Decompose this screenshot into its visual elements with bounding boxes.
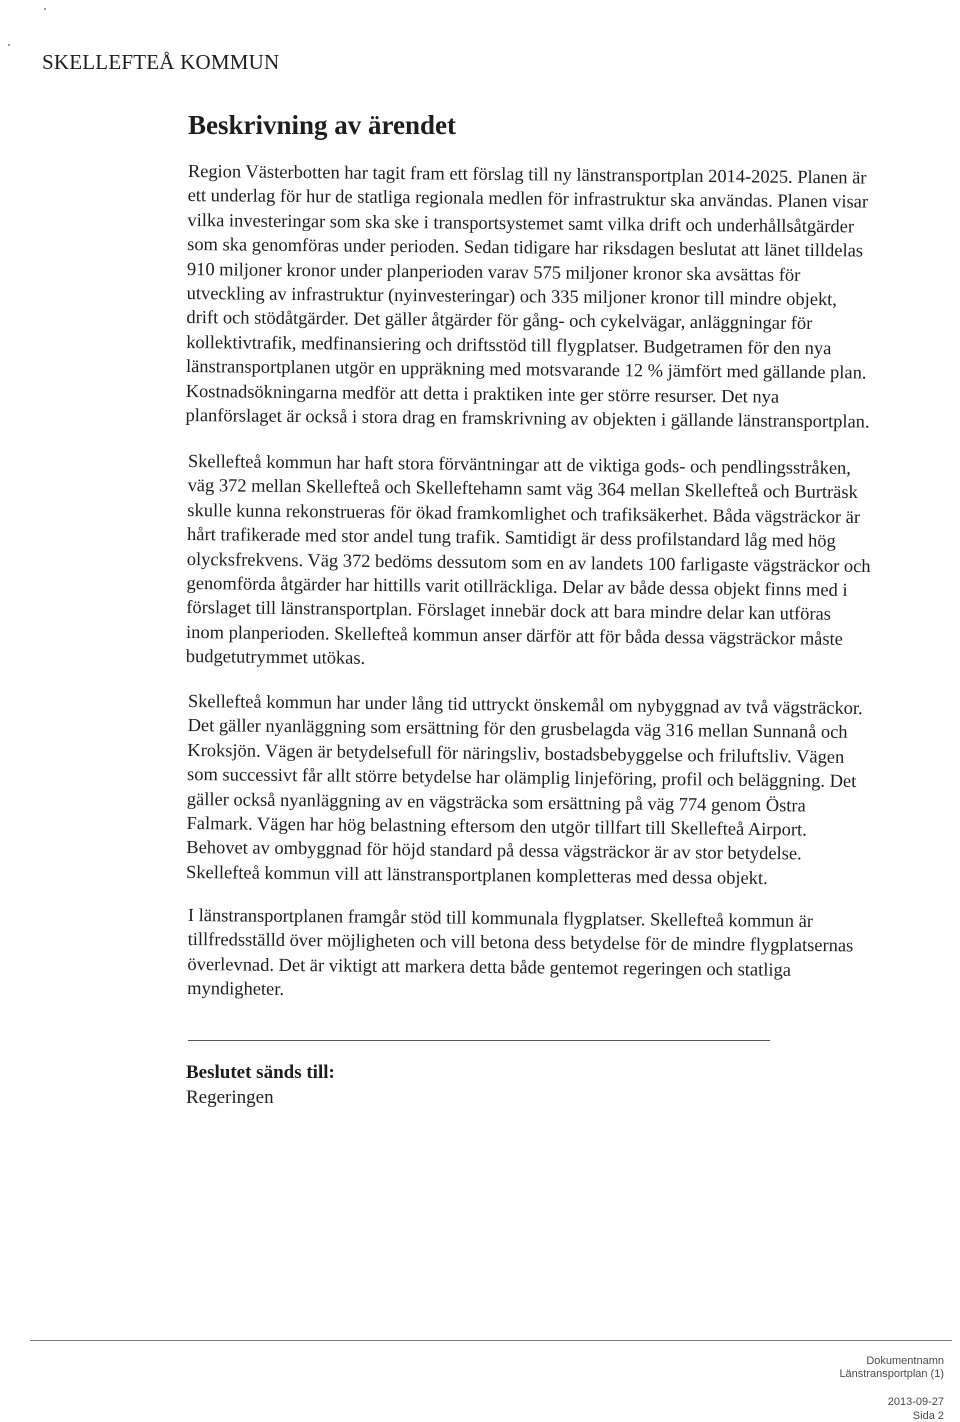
paragraph-roads-372-364 <box>186 450 958 678</box>
text-line: gäller också nyanläggning av en vägsträcka som ersättning på väg 774 genom Östra <box>186 789 806 817</box>
text-line: hårt trafikerade med stor andel tung trafik. Samtidigt är dess profilstandard låg med hög <box>187 525 836 553</box>
text-line: kollektivtrafik, medfinansiering och driftsstöd till flygplatser. Budgetramen för den nya <box>186 332 832 360</box>
text-line: tillfredsställd över möjligheten och vill betona dess betydelse för de mindre flygplatsernas <box>187 930 854 957</box>
text-line: Skellefteå kommun har haft stora förväntningar att de viktiga gods- och pendlingsstråken, <box>187 451 852 479</box>
text-line: Skellefteå kommun vill att länstransportplanen kompletteras med dessa objekt. <box>185 862 768 889</box>
footer-rule <box>30 1340 952 1341</box>
text-line: 910 miljoner kronor under planperioden varav 575 miljoner kronor ska avsättas för <box>186 259 801 286</box>
paragraph-new-roads <box>186 690 958 893</box>
text-line: vilka investeringar som ska ske i transportsystemet samt vilka drift och underhållsåtgärder <box>187 210 855 238</box>
text-line: länstransportplanen utgör en uppräkning med motsvarande 12 % jämfört med gällande plan. <box>185 357 867 384</box>
text-line: Kroksjön. Vägen är betydelsefull för näringsliv, bostadsbebyggelse och friluftsliv. Vägen <box>187 740 845 768</box>
organization-header: SKELLEFTEÅ KOMMUN <box>42 50 280 74</box>
text-line: som ska genomföras under perioden. Sedan tidigare har riksdagen beslutat att länet tilldelas <box>187 235 864 262</box>
signature-rule <box>188 1040 770 1041</box>
text-line: skulle kunna rekonstrueras för ökad framkomlighet och trafiksäkerhet. Båda vägsträckor är <box>187 500 861 528</box>
sent-to-label: Beslutet sänds till: <box>186 1062 335 1083</box>
text-line: olycksfrekvens. Väg 372 bedöms dessutom som en av landets 100 farligaste vägsträckor och <box>186 549 871 577</box>
text-line: Region Västerbotten har tagit fram ett förslag till ny länstransportplan 2014-2025. Planen är <box>187 161 867 189</box>
text-line: Skellefteå kommun har under lång tid uttryckt önskemål om nybyggnad av två vägsträckor. <box>187 691 863 720</box>
sent-to-recipient: Regeringen <box>186 1087 274 1108</box>
paragraph-budget <box>185 160 958 436</box>
text-line: väg 372 mellan Skellefteå och Skelleftehamn samt väg 364 mellan Skellefteå och Burträsk <box>187 476 858 504</box>
text-line: förslaget till länstransportplan. Förslaget innebär dock att bara mindre delar kan utföras <box>186 598 831 626</box>
paragraph-4 <box>187 904 958 1009</box>
text-line: Det gäller nyanläggning som ersättning för den grusbelagda väg 316 mellan Sunnanå och <box>187 716 848 744</box>
text-line: som successivt får allt större betydelse har olämplig linjeföring, profil och beläggning. Det <box>187 765 857 793</box>
paragraph-2 <box>186 450 958 678</box>
text-line: Behovet av ombyggnad för höjd standard på dessa vägsträckor är av stor betydelse. <box>186 838 802 865</box>
footer-doc-name: Länstransportplan (1) <box>839 1368 944 1380</box>
scan-speck <box>44 8 46 10</box>
text-line: utveckling av infrastruktur (nyinvesteringar) och 335 miljoner kronor till mindre objekt, <box>186 284 838 311</box>
text-line: drift och stödåtgärder. Det gäller åtgärder för gång- och cykelvägar, anläggningar för <box>186 308 813 335</box>
scan-speck <box>8 44 10 46</box>
text-line: planförslaget är också i stora drag en framskrivning av objekten i gällande länstransportplan. <box>185 406 870 433</box>
text-line: I länstransportplanen framgår stöd till kommunala flygplatser. Skellefteå kommun är <box>187 905 814 932</box>
text-line: budgetutrymmet utökas. <box>185 647 366 670</box>
document-title: Beskrivning av ärendet <box>188 110 457 140</box>
footer-date: 2013-09-27 <box>887 1396 944 1408</box>
paragraph-airports <box>187 904 958 1009</box>
text-line: ett underlag för hur de statliga regionala medlen för infrastruktur ska användas. Planen visar <box>187 186 869 213</box>
text-line: Kostnadsökningarna medför att detta i praktiken inte ger större resurser. Det nya <box>185 381 780 408</box>
text-line: myndigheter. <box>187 979 285 1001</box>
text-line: överlevnad. Det är viktigt att markera detta både gentemot regeringen och statliga <box>187 954 792 981</box>
text-line: inom planperioden. Skellefteå kommun anser därför att för båda dessa vägsträckor måste <box>185 622 844 650</box>
paragraph-1 <box>185 160 958 436</box>
text-line: genomförda åtgärder har hittills varit otillräckliga. Delar av både dessa objekt finns med i <box>186 574 848 601</box>
footer-doc-name-label: Dokumentnamn <box>866 1355 944 1367</box>
footer-page-number: Sida 2 <box>912 1410 944 1422</box>
text-line: Falmark. Vägen har hög belastning eftersom den utgör tillfart till Skellefteå Airport. <box>186 814 807 841</box>
paragraph-3 <box>186 690 958 893</box>
